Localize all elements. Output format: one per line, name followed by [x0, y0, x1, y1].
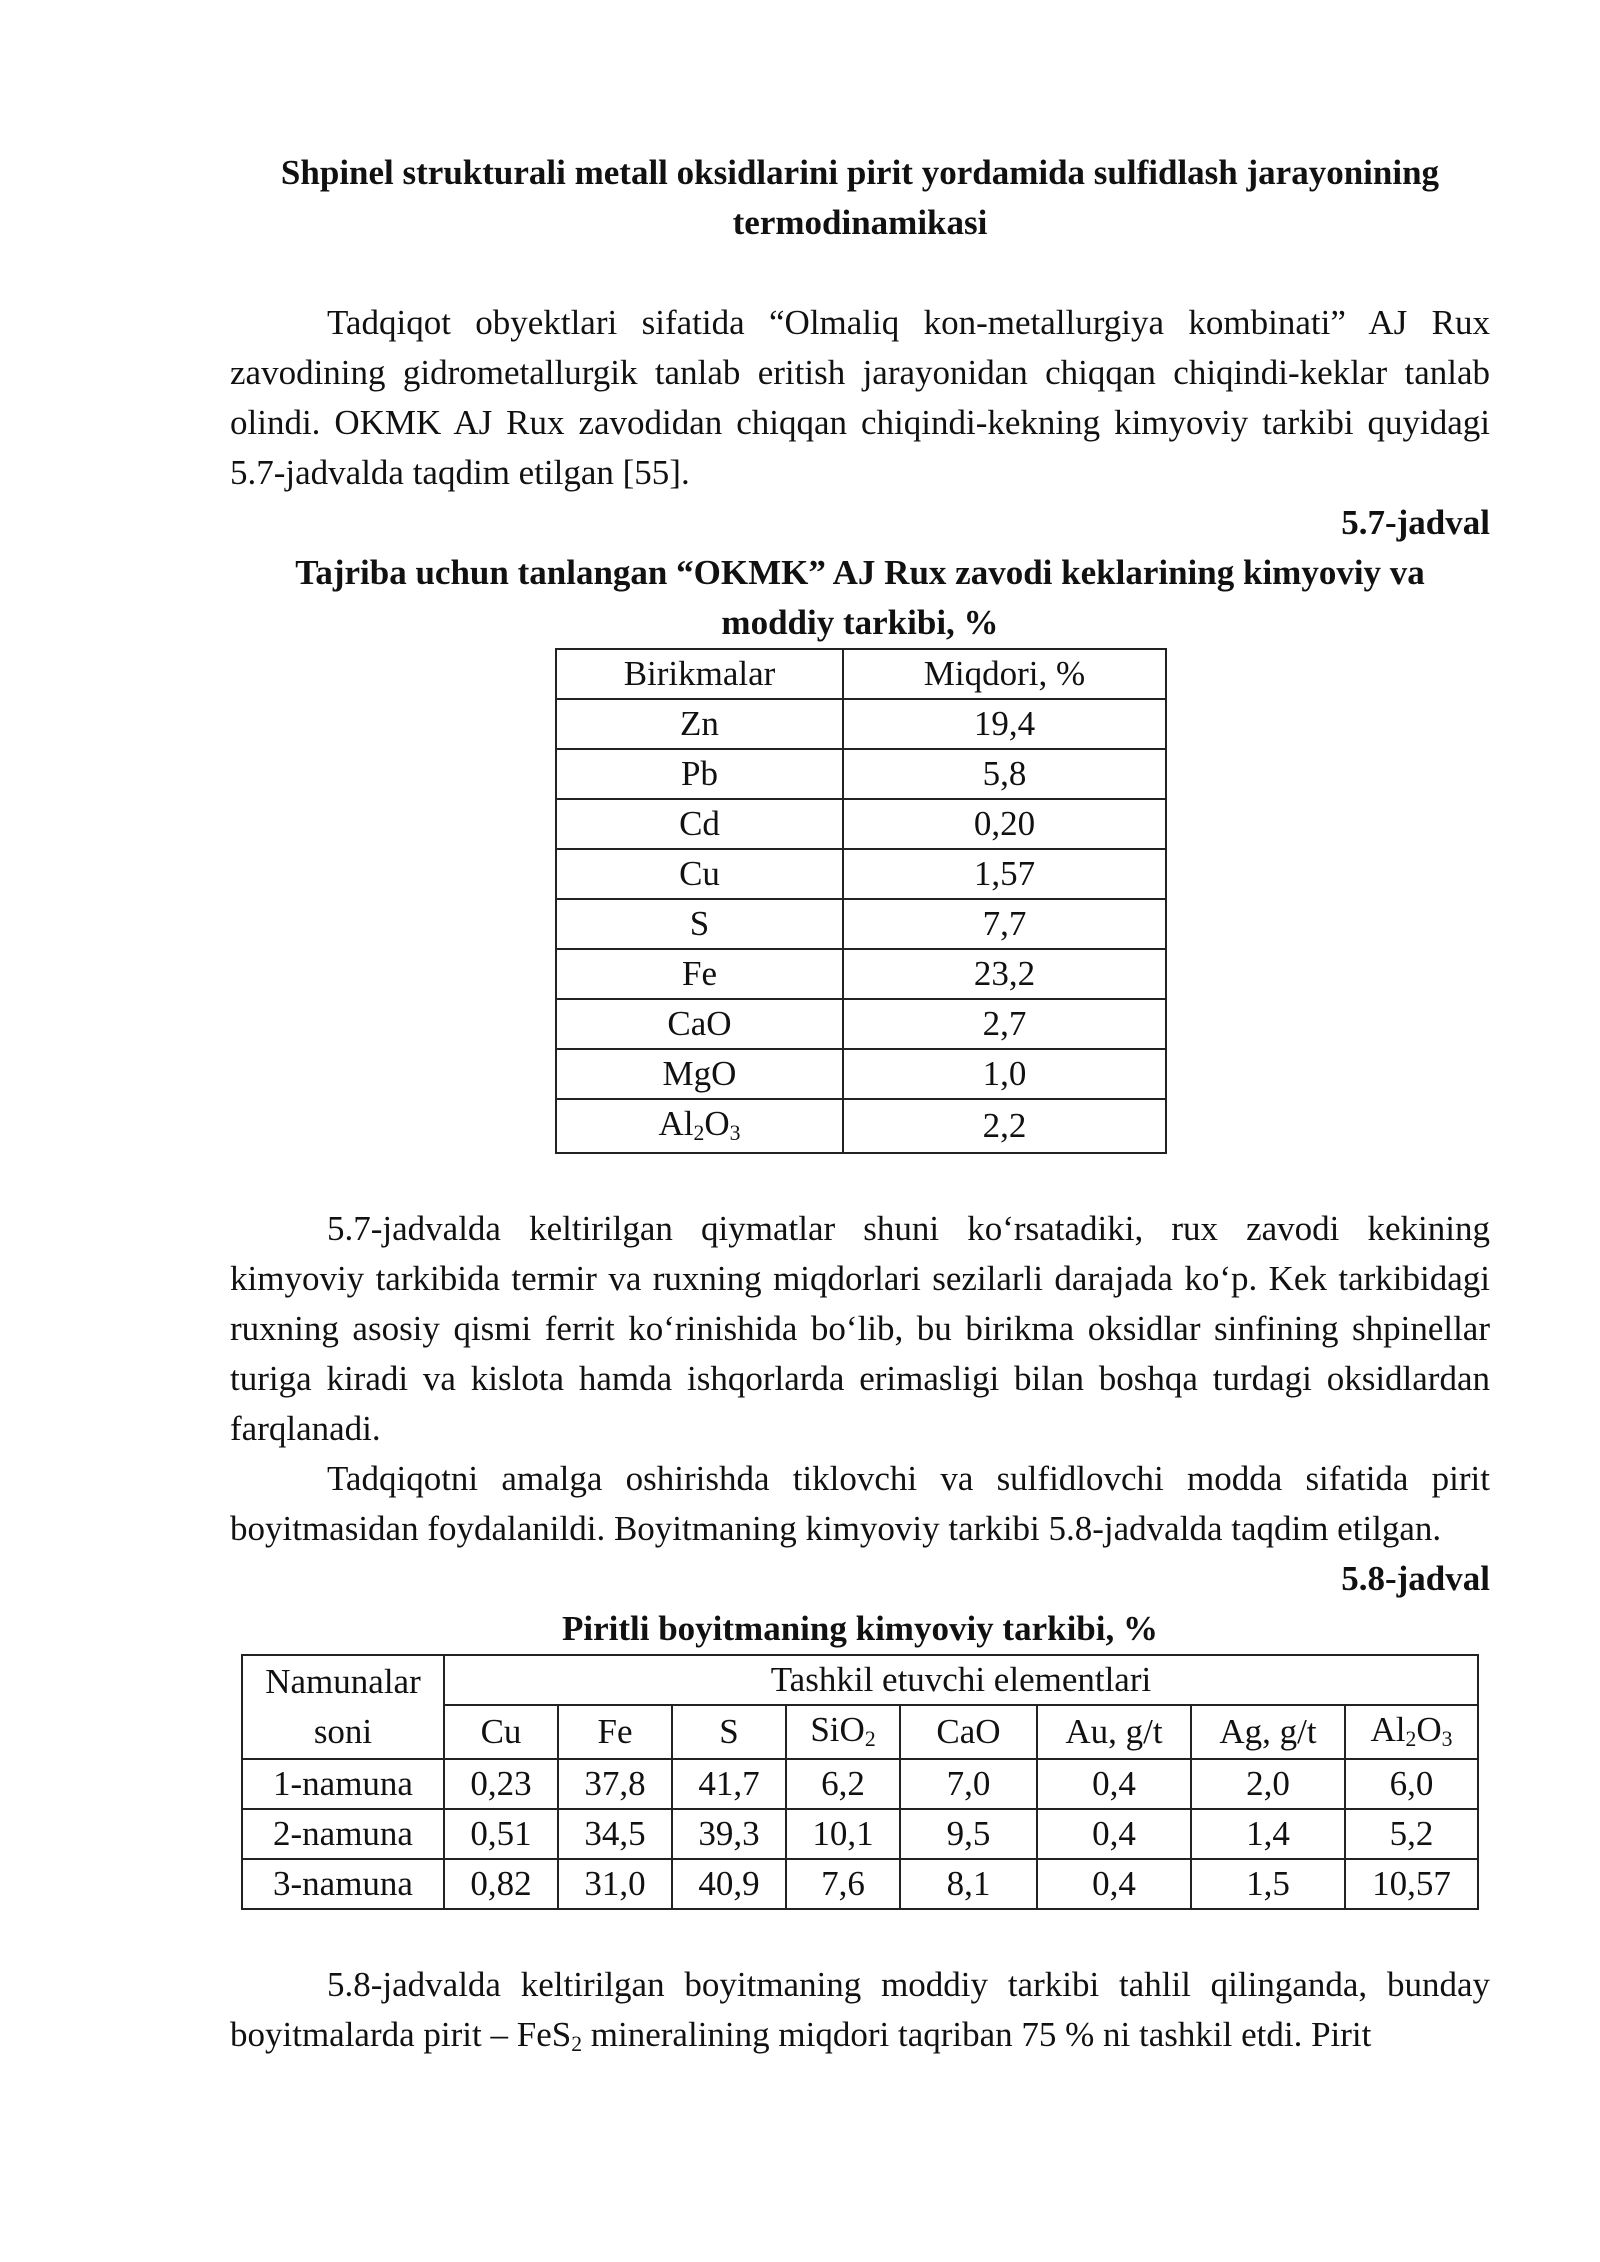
- compound-name: Pb: [556, 749, 843, 799]
- paragraph-2: 5.7-jadvalda keltirilgan qiymatlar shuni ko‘rsatadiki, rux zavodi kekining kimyoviy tarkibida termir va ruxning miqdorlari sezilarli darajada ko‘p. Kek tarkibidagi ruxning asosiy qismi ferrit ko‘rinishida bo‘lib, bu birikma oksidlar sinfining shpinellar turiga kiradi va kislota hamda ishqorlarda erimasligi bilan boshqa turdagi oksidlardan farqlanadi.: [230, 1209, 1490, 1448]
- cell-cu: 0,51: [444, 1809, 558, 1859]
- cell-al2o3: 6,0: [1345, 1759, 1478, 1809]
- compound-name: Cd: [556, 799, 843, 849]
- cell-fe: 34,5: [558, 1809, 672, 1859]
- table-row: [242, 1759, 1478, 1809]
- col-s: S: [672, 1705, 786, 1759]
- cell-au: 0,4: [1037, 1859, 1191, 1909]
- table-5-8: [241, 1654, 1479, 1910]
- table-row: [556, 899, 1166, 949]
- table-row: [556, 799, 1166, 849]
- compound-name: MgO: [556, 1049, 843, 1099]
- sample-name: 2-namuna: [242, 1809, 444, 1859]
- col-cu: Cu: [444, 1705, 558, 1759]
- header-compounds: Birikmalar: [556, 649, 843, 699]
- compound-value: 1,0: [843, 1049, 1166, 1099]
- table-row: [556, 699, 1166, 749]
- sample-name: 3-namuna: [242, 1859, 444, 1909]
- cell-cu: 0,23: [444, 1759, 558, 1809]
- col-fe: Fe: [558, 1705, 672, 1759]
- compound-value: 5,8: [843, 749, 1166, 799]
- cell-sio2: 10,1: [786, 1809, 900, 1859]
- cell-al2o3: 10,57: [1345, 1859, 1478, 1909]
- header-samples: Namunalar soni: [242, 1655, 444, 1759]
- compound-value: 0,20: [843, 799, 1166, 849]
- compound-value: 2,2: [843, 1099, 1166, 1153]
- compound-value: 23,2: [843, 949, 1166, 999]
- cell-ag: 1,4: [1191, 1809, 1345, 1859]
- table-row: [556, 999, 1166, 1049]
- table-header-row: [556, 649, 1166, 699]
- paragraph-3: Tadqiqotni amalga oshirishda tiklovchi va sulfidlovchi modda sifatida pirit boyitmasidan foydalanildi. Boyitmaning kimyoviy tarkibi 5.8-jadvalda taqdim etilgan.: [230, 1459, 1490, 1548]
- cell-ag: 1,5: [1191, 1859, 1345, 1909]
- compound-value: 2,7: [843, 999, 1166, 1049]
- compound-name: Cu: [556, 849, 843, 899]
- header-group-elements: Tashkil etuvchi elementlari: [444, 1655, 1478, 1705]
- document-page: [230, 148, 1490, 2064]
- compound-name: S: [556, 899, 843, 949]
- col-sio2: SiO$_2$: [786, 1705, 900, 1759]
- title-line-2: termodinamikasi: [732, 203, 988, 242]
- table-5-8-caption: Piritli boyitmaning kimyoviy tarkibi, %: [561, 1609, 1158, 1648]
- paragraph-4: 5.8-jadvalda keltirilgan boyitmaning moddiy tarkibi tahlil qilinganda, bunday boyitmalarda pirit – FeS$_2$ mineralining miqdori taqriban 75 % ni tashkil etdi. Pirit: [230, 1965, 1490, 2057]
- table-5-7-caption-line-1: Tajriba uchun tanlangan “OKMK” AJ Rux zavodi keklarining kimyoviy va: [295, 553, 1425, 592]
- col-al2o3: $Al_2O_3$: [1345, 1705, 1478, 1759]
- cell-fe: 31,0: [558, 1859, 672, 1909]
- table-row: [556, 849, 1166, 899]
- compound-name: Fe: [556, 949, 843, 999]
- col-au: Au, g/t: [1037, 1705, 1191, 1759]
- table-5-7-caption: [230, 548, 1490, 648]
- document-title: [230, 148, 1490, 248]
- table-row: [556, 949, 1166, 999]
- compound-value: 19,4: [843, 699, 1166, 749]
- cell-cao: 8,1: [900, 1859, 1037, 1909]
- cell-cao: 9,5: [900, 1809, 1037, 1859]
- cell-s: 39,3: [672, 1809, 786, 1859]
- cell-fe: 37,8: [558, 1759, 672, 1809]
- table-row: [556, 749, 1166, 799]
- table-row: [556, 1099, 1166, 1153]
- cell-cao: 7,0: [900, 1759, 1037, 1809]
- cell-ag: 2,0: [1191, 1759, 1345, 1809]
- table-row: [242, 1809, 1478, 1859]
- table-5-7-caption-line-2: moddiy tarkibi, %: [721, 603, 999, 642]
- col-cao: CaO: [900, 1705, 1037, 1759]
- cell-au: 0,4: [1037, 1759, 1191, 1809]
- compound-name: CaO: [556, 999, 843, 1049]
- compound-name: Zn: [556, 699, 843, 749]
- cell-cu: 0,82: [444, 1859, 558, 1909]
- cell-s: 41,7: [672, 1759, 786, 1809]
- cell-au: 0,4: [1037, 1809, 1191, 1859]
- table-5-7: [555, 648, 1167, 1154]
- table-row: [556, 1049, 1166, 1099]
- compound-value: 1,57: [843, 849, 1166, 899]
- compound-value: 7,7: [843, 899, 1166, 949]
- sample-name: 1-namuna: [242, 1759, 444, 1809]
- table-row: [242, 1859, 1478, 1909]
- table-5-7-label: 5.7-jadval: [1341, 503, 1490, 542]
- cell-sio2: 7,6: [786, 1859, 900, 1909]
- paragraph-1: Tadqiqot obyektlari sifatida “Olmaliq kon-metallurgiya kombinati” AJ Rux zavodining gidrometallurgik tanlab eritish jarayonidan chiqqan chiqindi-keklar tanlab olindi. OKMK AJ Rux zavodidan chiqqan chiqindi-kekning kimyoviy tarkibi quyidagi 5.7-jadvalda taqdim etilgan [55].: [230, 303, 1490, 492]
- header-amount: Miqdori, %: [843, 649, 1166, 699]
- col-ag: Ag, g/t: [1191, 1705, 1345, 1759]
- cell-s: 40,9: [672, 1859, 786, 1909]
- table-header-row: [242, 1655, 1478, 1705]
- cell-sio2: 6,2: [786, 1759, 900, 1809]
- cell-al2o3: 5,2: [1345, 1809, 1478, 1859]
- table-5-8-label: 5.8-jadval: [1341, 1559, 1490, 1598]
- compound-name: $Al_2O_3$: [556, 1099, 843, 1153]
- title-line-1: Shpinel strukturali metall oksidlarini pirit yordamida sulfidlash jarayonining: [280, 153, 1440, 192]
